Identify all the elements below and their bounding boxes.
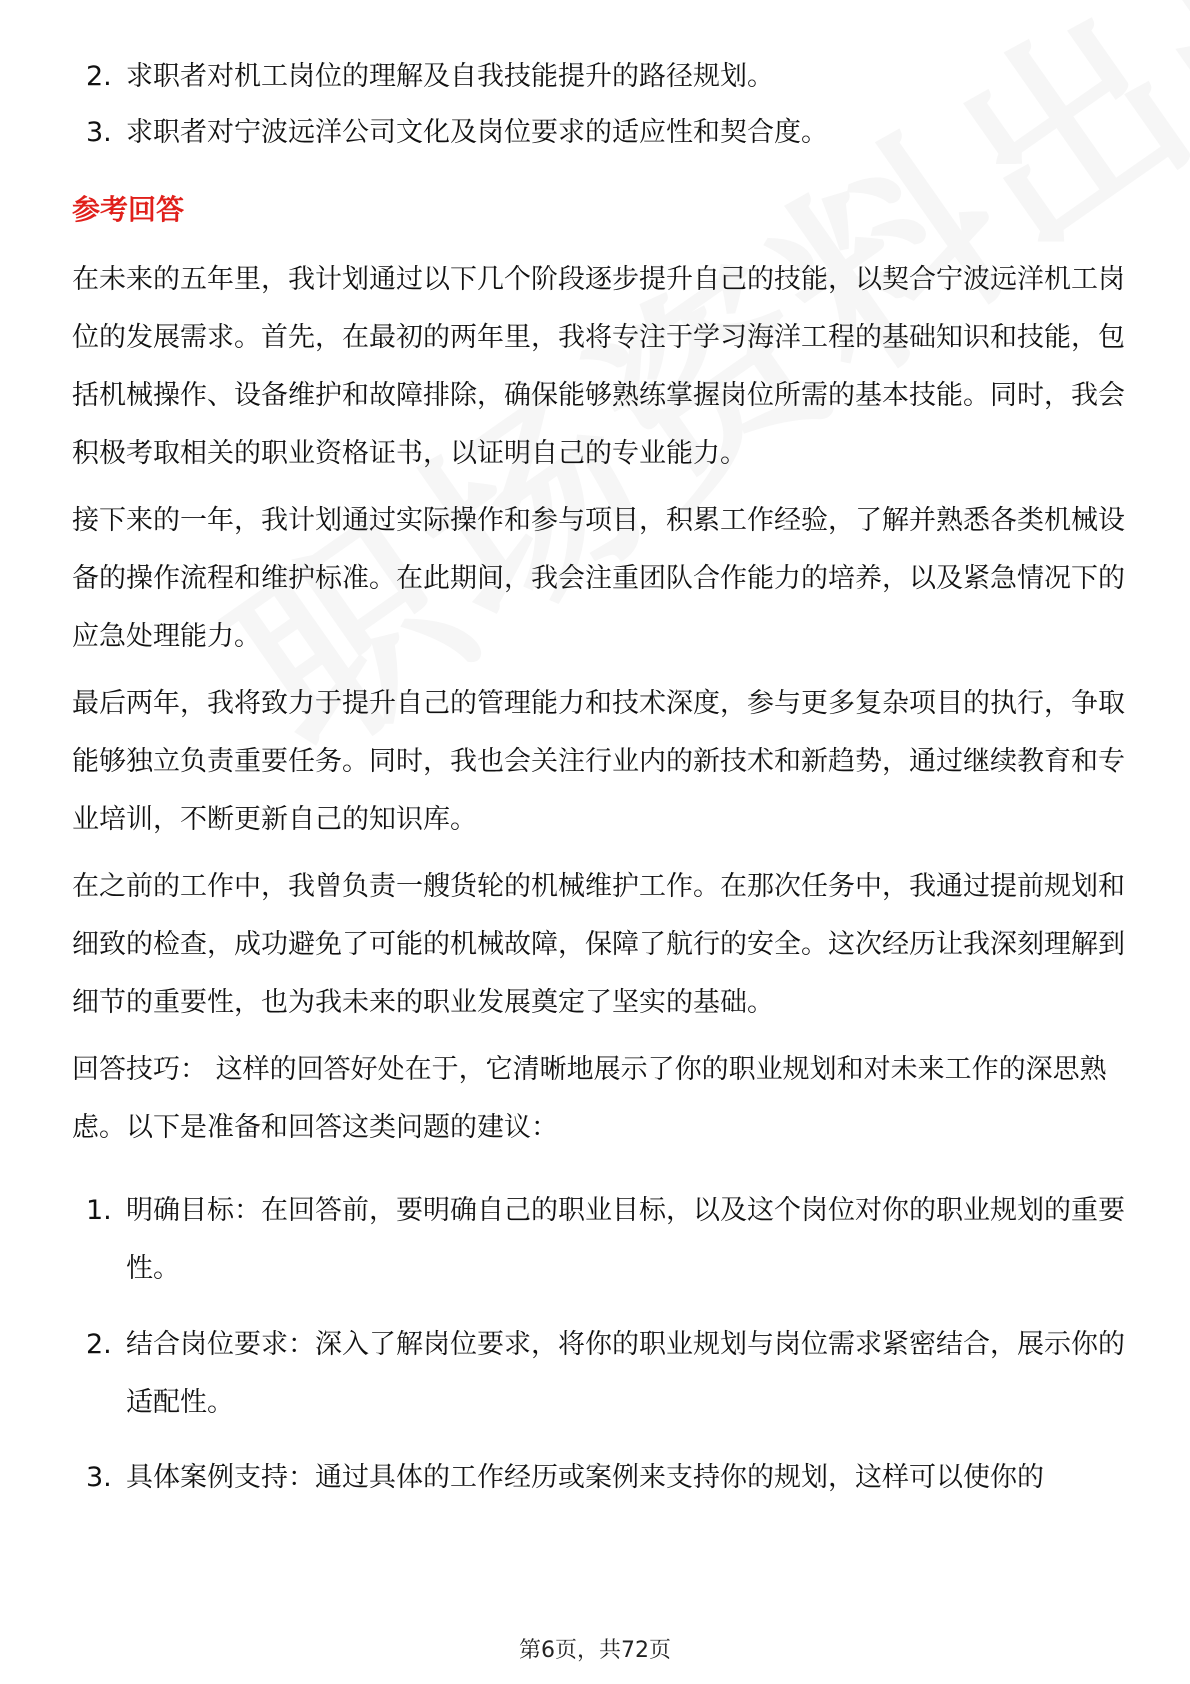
paragraph: 最后两年，我将致力于提升自己的管理能力和技术深度，参与更多复杂项目的执行，争取能够独立负责重要任务。同时，我也会关注行业内的新技术和新趋势，通过继续教育和专业培训，不断更新自己的知识库。: [72, 688, 1125, 835]
paragraph: 在之前的工作中，我曾负责一艘货轮的机械维护工作。在那次任务中，我通过提前规划和细致的检查，成功避免了可能的机械故障，保障了航行的安全。这次经历让我深刻理解到细节的重要性，也为我未来的职业发展奠定了坚实的基础。: [72, 871, 1125, 1018]
list-text: 结合岗位要求：深入了解岗位要求，将你的职业规划与岗位需求紧密结合，展示你的适配性。: [126, 1329, 1125, 1418]
paragraph: 接下来的一年，我计划通过实际操作和参与项目，积累工作经验，了解并熟悉各类机械设备的操作流程和维护标准。在此期间，我会注重团队合作能力的培养，以及紧急情况下的应急处理能力。: [72, 505, 1125, 652]
list-text: 求职者对宁波远洋公司文化及岗位要求的适应性和契合度。: [126, 117, 828, 148]
section-heading: 参考回答: [72, 193, 185, 226]
list-number: 3.: [86, 117, 112, 148]
list-item: [72, 1316, 1132, 1432]
list-number: 1.: [86, 1195, 112, 1226]
list-text: 具体案例支持：通过具体的工作经历或案例来支持你的规划，这样可以使你的: [126, 1462, 1044, 1493]
list-number: 2.: [86, 1329, 112, 1360]
list-item: [72, 1182, 1132, 1298]
list-item: [72, 48, 1132, 106]
list-number: 3.: [86, 1462, 112, 1493]
list-item: [72, 104, 1132, 162]
paragraph: 在未来的五年里，我计划通过以下几个阶段逐步提升自己的技能，以契合宁波远洋机工岗位的发展需求。首先，在最初的两年里，我将专注于学习海洋工程的基础知识和技能，包括机械操作、设备维护和故障排除，确保能够熟练掌握岗位所需的基本技能。同时，我会积极考取相关的职业资格证书，以证明自己的专业能力。: [72, 264, 1125, 469]
list-text: 求职者对机工岗位的理解及自我技能提升的路径规划。: [126, 61, 774, 92]
paragraph: 回答技巧： 这样的回答好处在于，它清晰地展示了你的职业规划和对未来工作的深思熟虑。以下是准备和回答这类问题的建议：: [72, 1054, 1107, 1143]
list-number: 2.: [86, 61, 112, 92]
list-text: 明确目标：在回答前，要明确自己的职业目标，以及这个岗位对你的职业规划的重要性。: [126, 1195, 1125, 1284]
list-item: [72, 1449, 1132, 1507]
page-footer: 第6页，共72页: [519, 1638, 671, 1663]
